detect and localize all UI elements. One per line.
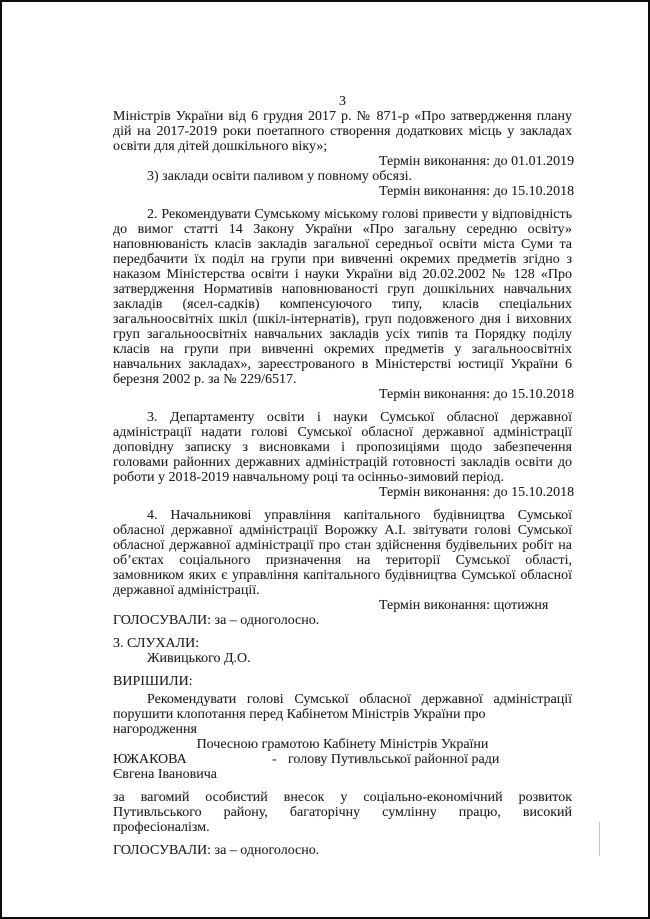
awardee-row	[113, 752, 572, 767]
heard-heading: 3. СЛУХАЛИ:	[113, 636, 200, 651]
decided-line-2: порушити клопотання перед Кабінетом Міністрів України про нагородження	[113, 707, 486, 737]
merit-paragraph: за вагомий особистий внесок у соціально-економічний розвиток Путивльського району, багаторічну сумлінну працю, високий професіоналізм.	[113, 790, 572, 835]
page-number: 3	[339, 94, 346, 109]
paragraph-4: 4. Начальникові управління капітального будівництва Сумської обласної державної адміністрації Ворожку А.І. звітувати голові Сумської обласної державної адміністрації про стан здійснення будівельних робіт на об’єктах соціального призначення на території Сумської області, замовником яких є управління капітального будівництва Сумської обласної державної адміністрації.	[113, 508, 572, 598]
awardee-surname: ЮЖАКОВА	[113, 752, 187, 767]
decided-line-1: Рекомендувати голові Сумської обласної державної адміністрації	[147, 692, 572, 707]
deadline-line-3: Термін виконання: до 15.10.2018	[379, 387, 575, 402]
paragraph-2: 2. Рекомендувати Сумському міському голові привести у відповідність до вимог статті 14 Закону України «Про загальну середню освіту» наповнюваність класів закладів загальної середньої освіти міста Суми та передбачити їх поділ на групи при вивченні окремих предметів згідно з наказом Міністерства освіти і науки України від 20.02.2002 № 128 «Про затвердження Нормативів наповнюваності груп дошкільних навчальних закладів (ясел-садків) компенсуючого типу, класів спеціальних загальноосвітніх шкіл (шкіл-інтернатів), груп подовженого дня і виховних груп загальноосвітніх навчальних закладів усіх типів та Порядку поділу класів на групи при вивченні окремих предметів у загальноосвітніх навчальних закладах», зареєстрованого в Міністерстві юстиції України 6 березня 2002 р. за № 229/6517.	[113, 207, 572, 387]
decided-heading: ВИРІШИЛИ:	[113, 674, 193, 689]
deadline-line-1: Термін виконання: до 01.01.2019	[379, 154, 575, 169]
awardee-firstname: Євгена Івановича	[113, 767, 217, 782]
decided-section	[113, 674, 572, 782]
paragraph-continuation: Міністрів України від 6 грудня 2017 р. № 871-р «Про затвердження плану дій на 2017-2019 роки поетапного створення додаткових місць у закладах освіти для дітей дошкільного віку»;	[113, 109, 572, 154]
deadline-line-4: Термін виконання: до 15.10.2018	[379, 485, 575, 500]
list-item-3: 3) заклади освіти паливом у повному обсязі.	[147, 169, 412, 184]
paragraph-3: 3. Департаменту освіти і науки Сумської обласної державної адміністрації надати голові Сумської обласної державної адміністрації доповідну записку з висновками і пропозиціями щодо забезпечення головами районних державних адміністрацій готовності закладів освіти до роботи у 2018-2019 навчальному році та осінньо-зимовий період.	[113, 410, 572, 485]
document-body	[113, 94, 575, 858]
heard-section	[113, 636, 572, 666]
vote-result-1: ГОЛОСУВАЛИ: за – одноголосно.	[113, 613, 320, 628]
awardee-title: голову Путивльської районної ради	[288, 752, 500, 767]
awardee-dash: -	[272, 752, 277, 767]
deadline-line-2: Термін виконання: до 15.10.2018	[379, 184, 575, 199]
scan-artifact-line	[599, 822, 600, 856]
award-line: Почесною грамотою Кабінету Міністрів України	[196, 737, 489, 752]
deadline-line-5: Термін виконання: щотижня	[379, 598, 549, 613]
vote-result-2: ГОЛОСУВАЛИ: за – одноголосно.	[113, 843, 320, 858]
heard-name: Живицького Д.О.	[147, 651, 251, 666]
